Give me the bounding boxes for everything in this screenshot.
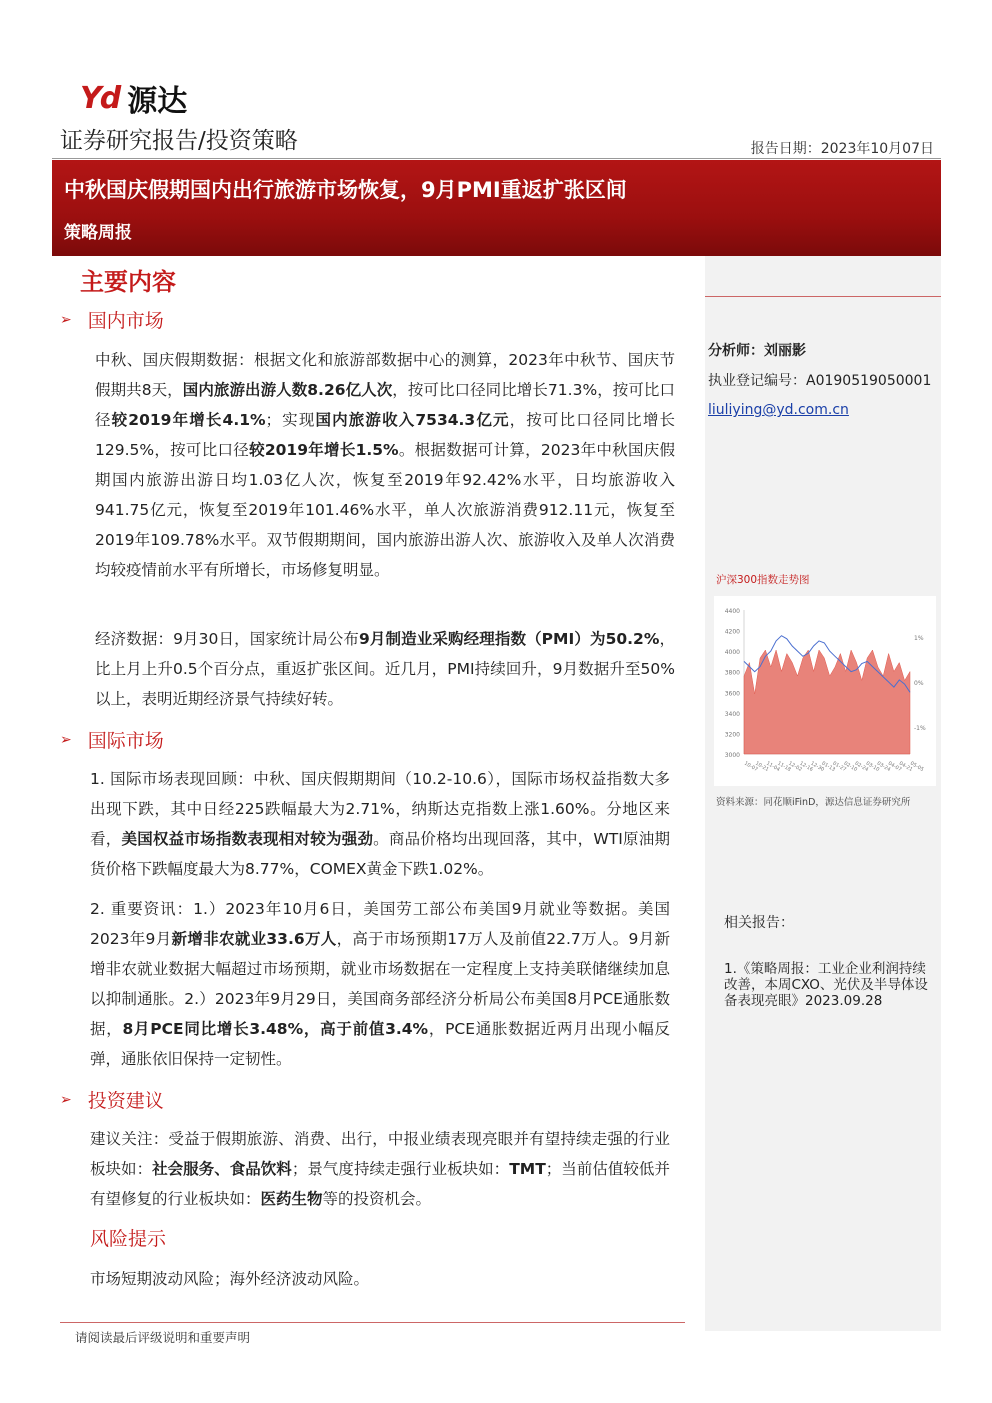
report-type: 策略周报 [64,223,132,243]
logo-mark: Yd [80,80,120,116]
y-left-tick-label: 4400 [724,608,740,615]
arrow-icon: ➢ [60,731,72,748]
related-report-item[interactable]: 1.《策略周报：工业企业利润持续改善，本周CXO、光伏及半导体设备表现亮眼》2023.09.28 [724,961,928,1009]
y-left-tick-label: 4000 [724,649,740,657]
x-tick-label: 01-27 [831,760,848,773]
analyst-name: 分析师：刘丽影 [708,343,806,359]
domestic-paragraph-2: 经济数据：9月30日，国家统计局公布9月制造业采购经理指数（PMI）为50.2%，比上月上升0.5个百分点，重返扩张区间。近几月，PMI持续回升，9月数据升至50%以上，表明近期经济景气持续好转。 [95,630,675,708]
related-reports-title: 相关报告： [724,915,794,931]
index-chart [714,596,936,786]
x-tick-label: 11-04 [765,760,781,773]
x-tick-label: 12-02 [787,760,803,773]
risk-paragraph: 市场短期波动风险；海外经济波动风险。 [90,1270,370,1288]
x-tick-label: 02-24 [853,760,870,773]
section-title: 国内市场 [87,310,164,332]
section-title: 国际市场 [87,730,164,752]
section-investment [60,1086,164,1113]
section-international [60,726,164,753]
y-left-tick-label: 4200 [724,628,740,636]
x-tick-label: 12-30 [809,760,825,773]
chart-svg [714,596,936,786]
chart-source: 资料来源：同花顺iFinD，源达信息证券研究所 [716,797,911,808]
invest-paragraph: 建议关注：受益于假期旅游、消费、出行，中报业绩表现亮眼并有望持续走强的行业板块如：社会服务、食品饮料；景气度持续走强行业板块如：TMT；当前估值较低并有望修复的行业板块如：医药生物等的投资机会。 [90,1130,670,1208]
report-date: 报告日期：2023年10月07日 [750,141,934,157]
y-right-tick-label: 0% [914,680,924,687]
logo-text: 源达 [127,84,188,119]
y-left-tick-label: 3800 [724,669,740,677]
analyst-email[interactable]: liuliying@yd.com.cn [708,402,849,418]
intl-paragraph-2: 2. 重要资讯：1.）2023年10月6日，美国劳工部公布美国9月就业等数据。美国2023年9月新增非农就业33.6万人，高于市场预期17万人及前值22.7万人。9月新增非农就业数据大幅超过市场预期，就业市场数据在一定程度上支持美联储继续加息以抑制通胀。2.）2023年9月29日，美国商务部经济分析局公布美国8月PCE通胀数据，8月PCE同比增长3.48%，高于前值3.4%，PCE通胀数据近两月出现小幅反弹，通胀依旧保持一定韧性。 [90,900,670,1068]
x-tick-label: 03-24 [875,760,892,773]
y-left-tick-label: 3000 [724,752,740,759]
x-tick-label: 04-21 [897,760,914,773]
x-tick-label: 05-05 [909,760,925,773]
intl-paragraph-1: 1. 国际市场表现回顾：中秋、国庆假期期间（10.2-10.6），国际市场权益指数大多出现下跌，其中日经225跌幅最大为2.71%，纳斯达克指数上涨1.60%。分地区来看，美国权益市场指数表现相对较为强劲。商品价格均出现回落，其中，WTI原油期货价格下跌幅度最大为8.77%，COMEX黄金下跌1.02%。 [90,770,670,878]
x-tick-label: 03-10 [864,760,881,773]
main-content-title: 主要内容 [80,268,176,296]
sidebar-divider [705,296,941,297]
title-banner [52,160,941,256]
x-tick-label: 11-18 [776,760,792,773]
y-left-tick-label: 3400 [724,710,740,718]
domestic-paragraph-1: 中秋、国庆假期数据：根据文化和旅游部数据中心的测算，2023年中秋节、国庆节假期共8天，国内旅游出游人数8.26亿人次，按可比口径同比增长71.3%，按可比口径较2019年增长4.1%；实现国内旅游收入7534.3亿元，按可比口径同比增长129.5%，按可比口径较2019年增长1.5%。根据数据可计算，2023年中秋国庆假期国内旅游出游日均1.03亿人次，恢复至2019年92.42%水平，日均旅游收入941.75亿元，恢复至2019年101.46%水平，单人次旅游消费912.11元，恢复至2019年109.78%水平。双节假期期间，国内旅游出游人次、旅游收入及单人次消费均较疫情前水平有所增长，市场修复明显。 [95,351,675,579]
x-tick-label: 02-10 [842,760,859,773]
y-right-tick-label: 1% [914,635,924,642]
x-tick-label: 10-21 [754,760,770,773]
analyst-license: 执业登记编号：A0190519050001 [708,373,932,389]
footer-note: 请阅读最后评级说明和重要声明 [75,1330,251,1345]
footer-divider [60,1322,685,1323]
y-right-tick-label: -1% [914,725,926,732]
arrow-icon: ➢ [60,311,72,328]
y-left-tick-label: 3600 [724,690,740,698]
section-domestic [60,306,164,333]
section-title: 投资建议 [87,1090,164,1112]
area-series [744,650,910,754]
report-title: 中秋国庆假期国内出行旅游市场恢复，9月PMI重返扩张区间 [64,178,627,202]
x-tick-label: 01-13 [820,760,837,773]
logo [80,76,187,120]
arrow-icon: ➢ [60,1091,72,1108]
chart-title: 沪深300指数走势图 [716,574,810,586]
report-category: 证券研究报告/投资策略 [60,128,298,154]
y-left-tick-label: 3200 [724,731,740,739]
risk-title: 风险提示 [90,1228,167,1250]
x-tick-label: 12-16 [798,760,814,773]
x-tick-label: 10-07 [743,760,759,773]
x-tick-label: 04-07 [886,760,903,773]
header-divider [52,158,941,159]
